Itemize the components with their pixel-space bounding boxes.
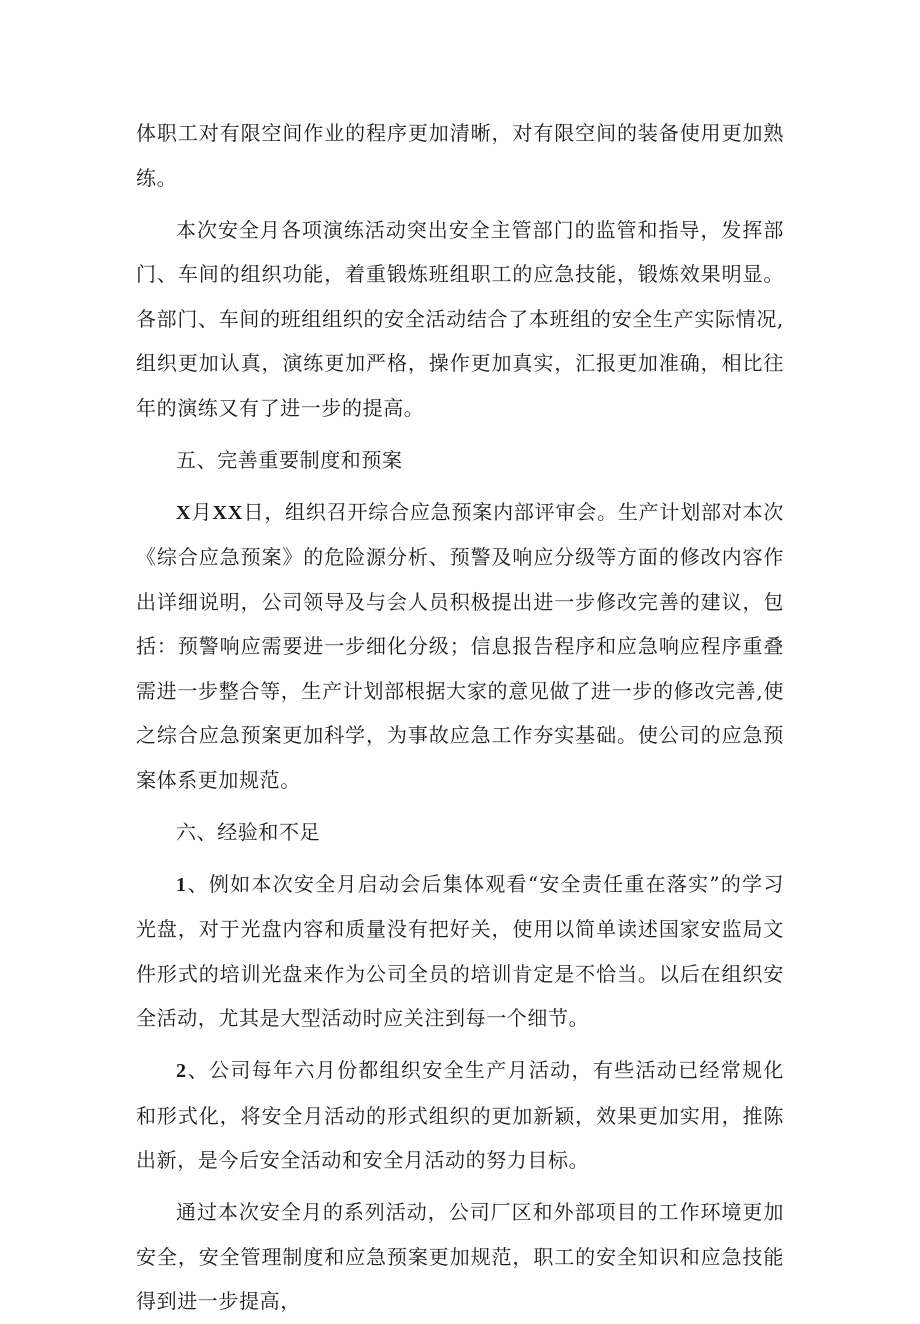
list-number-1: 1 — [176, 873, 187, 896]
paragraph-conclusion: 通过本次安全月的系列活动，公司厂区和外部项目的工作环境更加安全，安全管理制度和应急预案更加规范，职工的安全知识和应急技能得到进一步提高， — [136, 1200, 784, 1313]
list-number-2: 2 — [176, 1060, 187, 1082]
date-day-placeholder: XX — [212, 501, 244, 524]
paragraph-lesson-1-text: 、例如本次安全月启动会后集体观看“安全责任重在落实”的学习光盘，对于光盘内容和质量没有把好关，使用以简单读述国家安监局文件形式的培训光盘来作为公司全员的培训肯定是不恰当。以后在组织安全活动，尤其是大型活动时应关注到每一个细节。 — [136, 871, 784, 1030]
paragraph-drill-summary: 本次安全月各项演练活动突出安全主管部门的监管和指导，发挥部门、车间的组织功能，着重锻炼班组职工的应急技能，锻炼效果明显。各部门、车间的班组组织的安全活动结合了本班组的安全生产实际情况,组织更加认真，演练更加严格，操作更加真实，汇报更加准确，相比往年的演练又有了进一步的提高。 — [136, 217, 784, 420]
month-char: 月 — [191, 499, 213, 524]
section-heading-six: 六、经验和不足 — [176, 819, 321, 844]
paragraph-lesson-2 — [136, 1048, 784, 1183]
paragraph-lesson-2-text: 、公司每年六月份都组织安全生产月活动，有些活动已经常规化和形式化，将安全月活动的形式组织的更加新颖，效果更加实用，推陈出新，是今后安全活动和安全月活动的努力目标。 — [136, 1058, 784, 1172]
paragraph-plan-review-text: 日，组织召开综合应急预案内部评审会。生产计划部对本次《综合应急预案》的危险源分析、预警及响应分级等方面的修改内容作出详细说明，公司领导及与会人员积极提出进一步修改完善的建议，包括：预警响应需要进一步细化分级；信息报告程序和应急响应程序重叠需进一步整合等，生产计划部根据大家的意见做了进一步的修改完善,使之综合应急预案更加科学，为事故应急工作夯实基础。使公司的应急预案体系更加规范。 — [136, 499, 784, 792]
paragraph-continuation: 体职工对有限空间作业的程序更加清晰，对有限空间的装备使用更加熟练。 — [136, 121, 784, 190]
paragraph-lesson-1 — [136, 862, 784, 1041]
paragraph-plan-review — [136, 490, 784, 803]
date-month-placeholder: X — [176, 501, 192, 524]
section-heading-five: 五、完善重要制度和预案 — [176, 447, 403, 472]
document-body — [136, 111, 784, 1324]
